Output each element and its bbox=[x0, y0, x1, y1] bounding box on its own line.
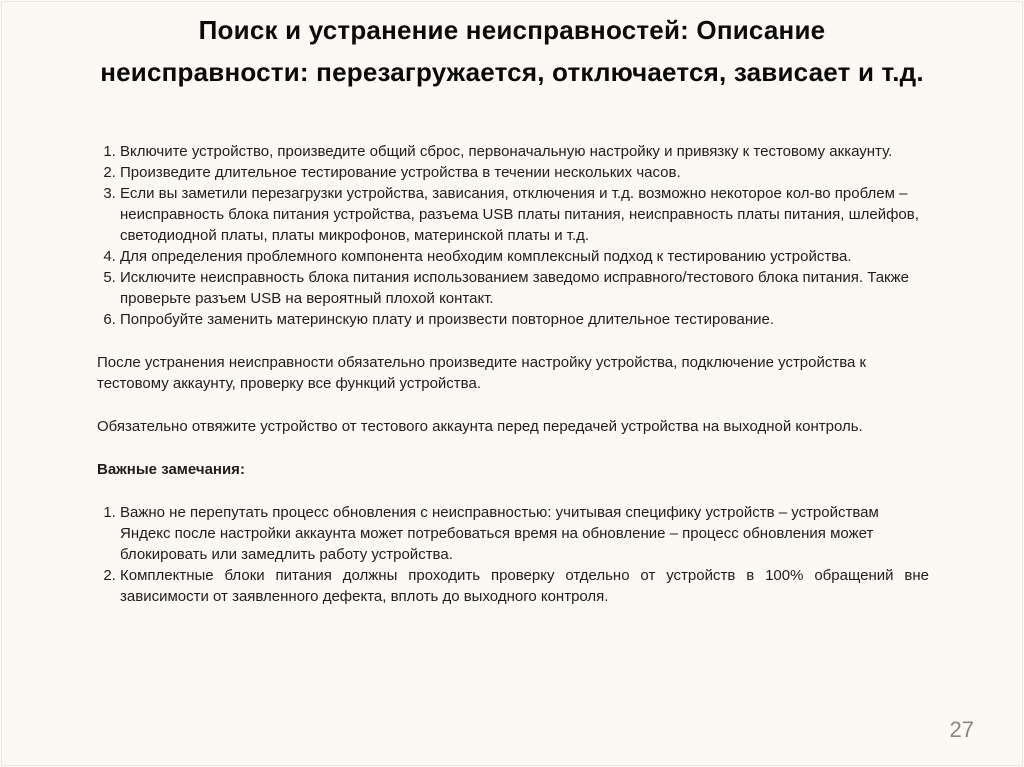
list-item: 1. Включите устройство, произведите общий сброс, первоначальную настройку и привязку к тестовому аккаунту. bbox=[120, 141, 929, 162]
list-item: 6. Попробуйте заменить материнскую плату и произвести повторное длительное тестирование. bbox=[120, 309, 929, 330]
slide-title bbox=[2, 2, 1022, 93]
slide-title-line2: неисправности: перезагружается, отключается, зависает и т.д. bbox=[100, 57, 924, 87]
page-number: 27 bbox=[949, 717, 974, 742]
slide-content bbox=[97, 141, 929, 607]
slide-title-line1: Поиск и устранение неисправностей: Описание bbox=[198, 15, 826, 45]
list-item: 2. Произведите длительное тестирование устройства в течении нескольких часов. bbox=[120, 162, 929, 183]
paragraph-after-repair: После устранения неисправности обязательно произведите настройку устройства, подключение устройства к тестовому аккаунту, проверку все функций устройства. bbox=[97, 354, 867, 392]
list-item: 2. Комплектные блоки питания должны проходить проверку отдельно от устройств в 100% обращений вне зависимости от заявленного дефекта, вплоть до выходного контроля. bbox=[120, 565, 929, 607]
presentation-slide bbox=[1, 1, 1023, 766]
list-item: 4. Для определения проблемного компонента необходим комплексный подход к тестированию устройства. bbox=[120, 246, 929, 267]
troubleshooting-steps-list bbox=[97, 141, 929, 330]
list-item: 1. Важно не перепутать процесс обновления с неисправностью: учитывая специфику устройств – устройствам Яндекс после настройки аккаунта может потребоваться время на обновление – процесс обновления может блокировать или замедлить работу устройства. bbox=[120, 502, 929, 565]
important-notes-list bbox=[97, 502, 929, 607]
paragraph-unlink-account: Обязательно отвяжите устройство от тестового аккаунта перед передачей устройства на выходной контроль. bbox=[97, 418, 863, 435]
list-item: 5. Исключите неисправность блока питания использованием заведомо исправного/тестового блока питания. Также проверьте разъем USB на вероятный плохой контакт. bbox=[120, 267, 929, 309]
notes-heading: Важные замечания: bbox=[97, 461, 245, 478]
list-item: 3. Если вы заметили перезагрузки устройства, зависания, отключения и т.д. возможно некоторое кол-во проблем – неисправность блока питания устройства, разъема USB платы питания, неисправность платы питания, шлейфов, светодиодной платы, платы микрофонов, материнской платы и т.д. bbox=[120, 183, 929, 246]
